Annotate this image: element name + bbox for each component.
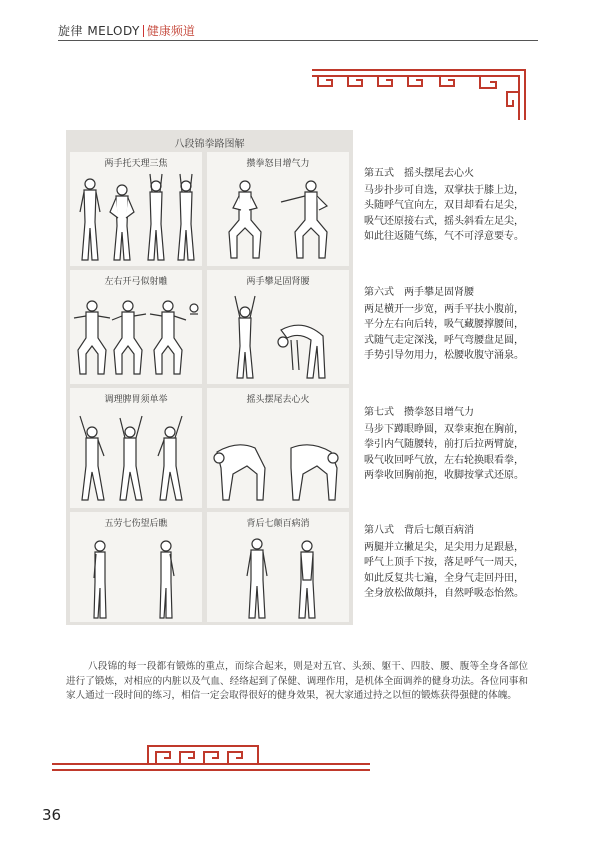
exercise-figures-illustration	[70, 172, 202, 266]
section-eighth-form	[364, 523, 524, 602]
magazine-name: 旋律 MELODY	[58, 24, 140, 38]
panel-6	[207, 388, 349, 508]
exercise-figures-illustration	[70, 408, 202, 508]
panel-3	[70, 270, 202, 384]
section-sixth-form	[364, 285, 524, 364]
exercise-figures-illustration	[207, 172, 349, 266]
section-title: 第八式 背后七颠百病消	[364, 525, 474, 536]
summary-paragraph: 八段锦的每一段都有锻炼的重点，而综合起来，则是对五官、头颈、躯干、四肢、腰、腹等全身各部位进行了锻炼，对相应的内脏以及气血、经络起到了保健、调理作用，是机体全面调养的健身功法。各位同事和家人通过一段时间的练习，相信一定会取得很好的健身效果，祝大家通过持之以恒的锻炼获得强健的体魄。	[66, 661, 528, 701]
header-rule	[58, 40, 538, 41]
section-body: 两腿并立撇足尖，足尖用力足跟悬，呼气上顶手下按，落足呼气一周天，如此反复共七遍，全身气走回丹田，全身放松做颠抖，自然呼吸态怡然。	[364, 541, 524, 599]
exercise-figures-illustration	[70, 532, 202, 622]
section-body: 马步下蹲眼睁圆，双拳束抱在胸前，拳引内气随腰转，前打后拉两臂旋，吸气收回呼气放，左右轮换眼看拳，两拳收回胸前抱，收脚按掌式还原。	[364, 423, 524, 481]
panel-label: 两手攀足固肾腰	[246, 277, 310, 287]
exercise-figures-illustration	[207, 290, 349, 384]
panel-label: 攒拳怒目增气力	[246, 159, 310, 169]
panel-5	[70, 388, 202, 508]
section-seventh-form	[364, 405, 524, 484]
section-body: 两足横开一步宽，两手平扶小腹前，平分左右向后转，吸气藏腰撑腰间，式随气走定深浅，呼气弯腰盘足圆，手势引导勿用力，松腰收腹守涌泉。	[364, 303, 524, 361]
section-fifth-form	[364, 166, 524, 245]
panel-2	[207, 152, 349, 266]
figure-title: 八段锦拳路图解	[174, 139, 245, 150]
exercise-figures-illustration	[207, 408, 349, 508]
panel-label: 两手托天理三焦	[104, 159, 168, 169]
header-separator	[143, 25, 144, 37]
section-body: 马步扑步可自选，双掌扶于膝上边，头随呼气宜向左，双目却看右足尖，吸气还原接右式，摇头斜看左足尖，如此往返随气练，气不可浮意要专。	[364, 184, 524, 242]
running-header	[58, 22, 195, 39]
section-title: 第六式 两手攀足固肾腰	[364, 287, 474, 298]
panel-4	[207, 270, 349, 384]
panel-1	[70, 152, 202, 266]
panel-label: 摇头摆尾去心火	[246, 395, 310, 405]
panel-7	[70, 512, 202, 622]
exercise-figures-illustration	[207, 532, 349, 622]
panel-label: 调理脾胃须单举	[104, 395, 168, 405]
section-title: 第七式 攒拳怒目增气力	[364, 407, 474, 418]
panel-label: 左右开弓似射雕	[104, 277, 168, 287]
panel-8	[207, 512, 349, 622]
panel-label: 五劳七伤望后瞧	[104, 519, 168, 529]
exercise-figures-illustration	[70, 290, 202, 384]
panel-label: 背后七颠百病消	[246, 519, 310, 529]
decorative-fret-border-top	[310, 62, 535, 127]
page-number: 36	[42, 806, 62, 824]
channel-name: 健康频道	[146, 24, 195, 38]
exercise-illustration-chart	[66, 130, 353, 625]
decorative-fret-border-bottom	[52, 740, 372, 780]
section-title: 第五式 摇头摆尾去心火	[364, 168, 474, 179]
